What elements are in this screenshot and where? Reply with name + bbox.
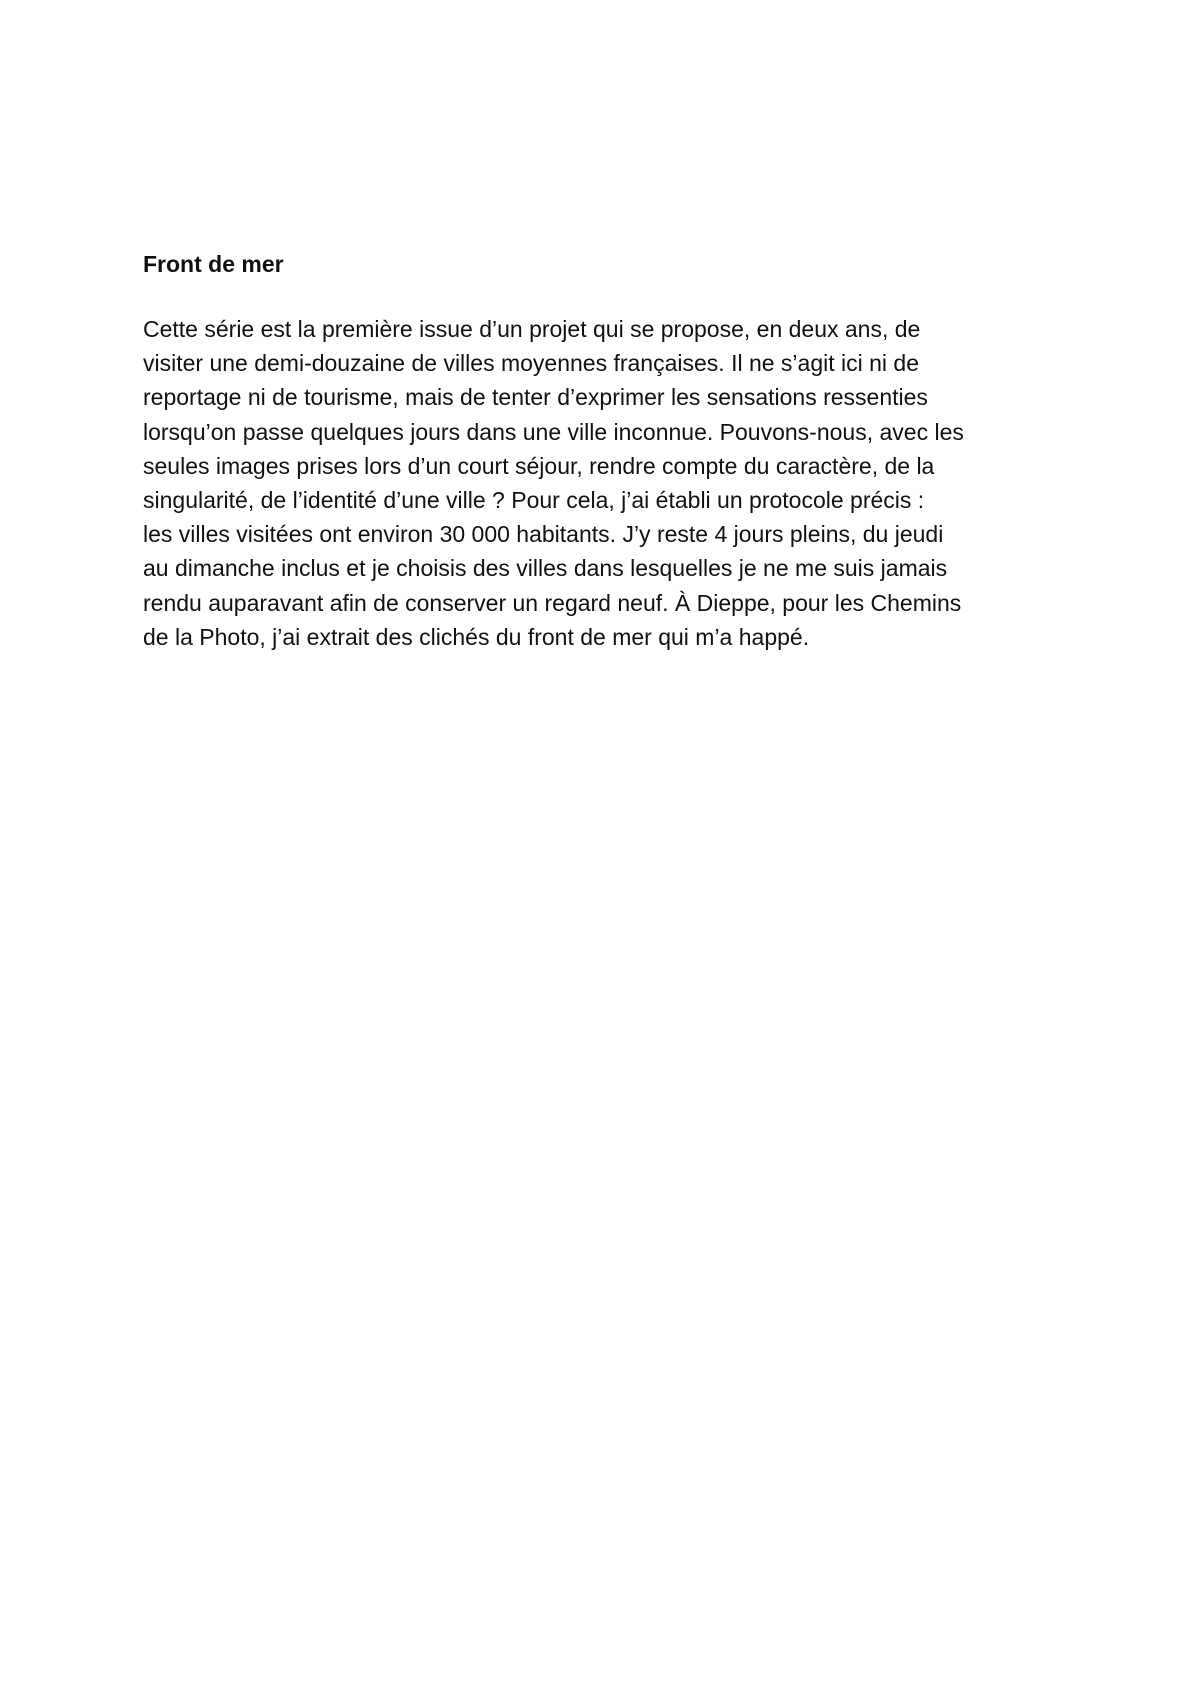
- paragraph-line: seules images prises lors d’un court séjour, rendre compte du caractère, de la: [143, 452, 935, 479]
- paragraph-line: lorsqu’on passe quelques jours dans une ville inconnue. Pouvons-nous, avec les: [143, 418, 964, 445]
- document-title: Front de mer: [143, 251, 284, 277]
- paragraph-line: au dimanche inclus et je choisis des villes dans lesquelles je ne me suis jamais: [143, 555, 948, 582]
- paragraph-line: singularité, de l’identité d’une ville ? Pour cela, j’ai établi un protocole précis :: [143, 487, 925, 514]
- paragraph-line: de la Photo, j’ai extrait des clichés du front de mer qui m’a happé.: [143, 623, 810, 650]
- paragraph-line: reportage ni de tourisme, mais de tenter d’exprimer les sensations ressenties: [143, 384, 928, 411]
- document-content: [143, 247, 1063, 654]
- paragraph-line: visiter une demi-douzaine de villes moyennes françaises. Il ne s’agit ici ni de: [143, 350, 920, 377]
- paragraph-line: rendu auparavant afin de conserver un regard neuf. À Dieppe, pour les Chemins: [143, 589, 962, 616]
- paragraph-line: Cette série est la première issue d’un projet qui se propose, en deux ans, de: [143, 316, 921, 342]
- body-paragraph: [143, 312, 1063, 654]
- paragraph-line: les villes visitées ont environ 30 000 habitants. J’y reste 4 jours pleins, du jeudi: [143, 521, 944, 548]
